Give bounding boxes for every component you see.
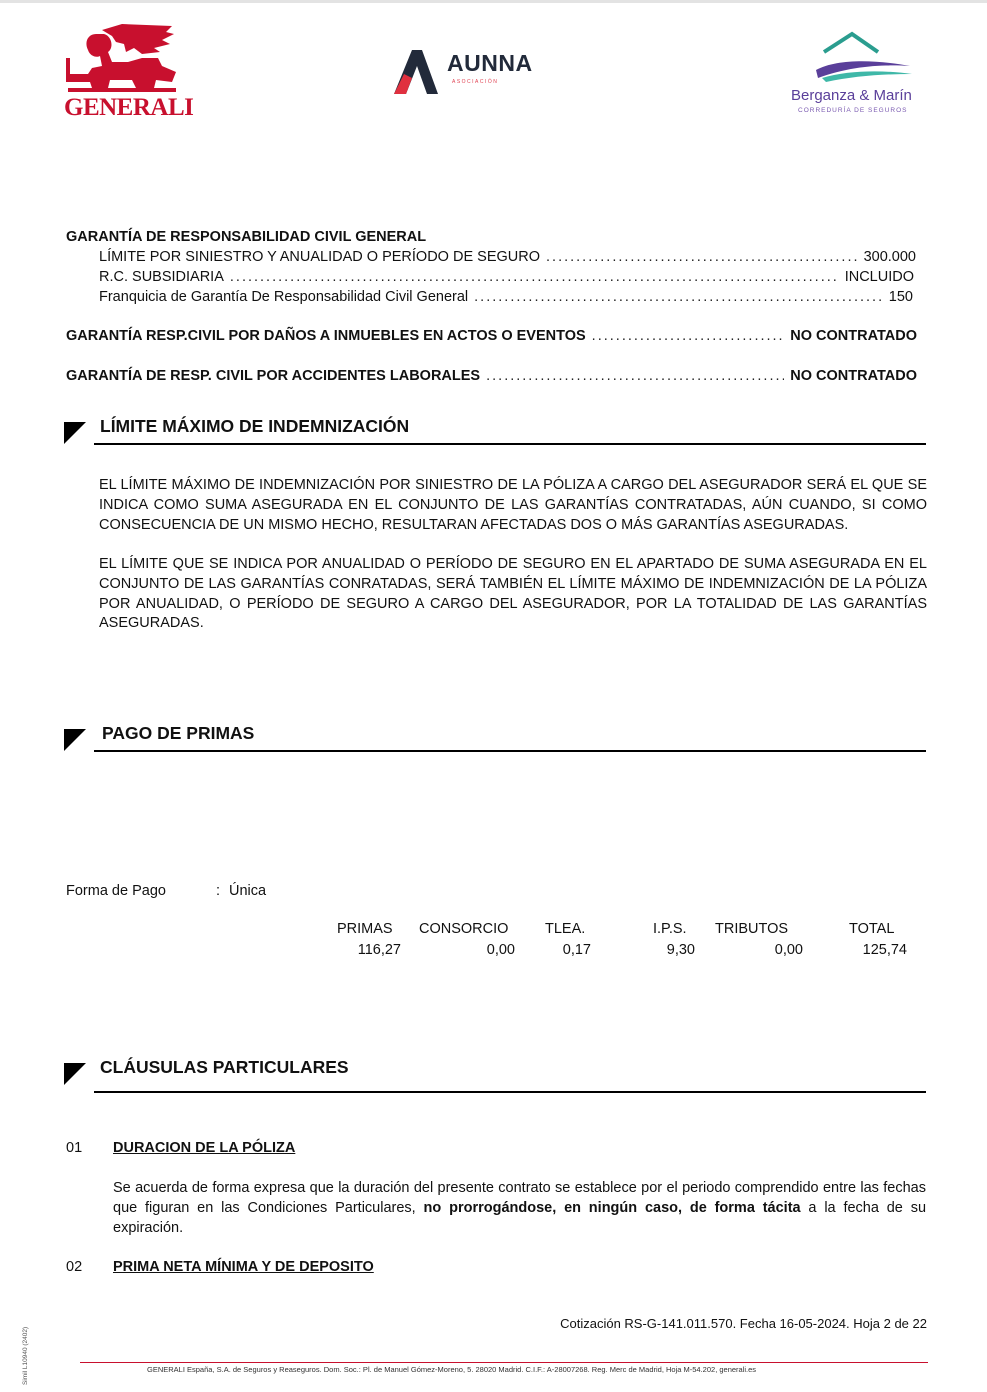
aunna-wordmark: AUNNA [447, 50, 533, 76]
rc-general-heading: GARANTÍA DE RESPONSABILIDAD CIVIL GENERAL [66, 229, 427, 245]
clause-text-part-a: Se acuerda de forma expresa que la duración del presente contrato se establece por el periodo comprendido entre las fechas que figuran en las Condiciones Particulares, [113, 1180, 926, 1216]
header-primas: PRIMAS [337, 921, 393, 937]
generali-lion-icon [62, 22, 182, 94]
header-consorcio: CONSORCIO [419, 921, 509, 937]
rc-inmuebles-row [66, 328, 917, 344]
quote-reference: Cotización RS-G-141.011.570. Fecha 16-05-2024. Hoja 2 de 22 [560, 1316, 927, 1331]
header-tributos: TRIBUTOS [715, 921, 789, 937]
item-value: 150 [888, 289, 913, 305]
value-tributos: 0,00 [774, 942, 803, 958]
aunna-logo [390, 46, 540, 98]
rc-inmuebles-value: NO CONTRATADO [790, 328, 917, 344]
section-title: CLÁUSULAS PARTICULARES [100, 1057, 349, 1077]
dot-leader [474, 289, 883, 305]
rc-general-item-subsidiaria [99, 269, 914, 285]
item-label: R.C. SUBSIDIARIA [99, 269, 224, 285]
header-total: TOTAL [849, 921, 895, 937]
berganza-marin-subtitle: CORREDURÍA DE SEGUROS [798, 107, 908, 114]
rc-laborales-row [66, 368, 917, 384]
value-ips: 9,30 [666, 942, 695, 958]
side-form-code: Simil L10940 (2402) [22, 1326, 29, 1385]
value-primas: 116,27 [357, 942, 401, 958]
forma-pago-label: Forma de Pago [66, 883, 166, 899]
house-swoosh-icon [788, 30, 918, 86]
rc-general-item-limite [99, 249, 916, 265]
clause-number-02: 02 [66, 1259, 83, 1275]
clause-title-prima-neta: PRIMA NETA MÍNIMA Y DE DEPOSITO [113, 1259, 374, 1275]
clause-text-emphasis: no prorrogándose, en ningún caso, de forma tácita [423, 1199, 801, 1216]
dot-leader [546, 249, 858, 265]
aunna-subtitle: ASOCIACIÓN [452, 79, 499, 85]
berganza-marin-logo [788, 30, 928, 120]
limite-paragraph-2: EL LÍMITE QUE SE INDICA POR ANUALIDAD O PERÍODO DE SEGURO EN EL APARTADO DE SUMA ASEGURADA EN EL CONJUNTO DE LAS GARANTÍAS CONRATADAS, SERÁ TAMBIÉN EL LÍMITE MÁXIMO DE INDEMNIZACIÓN DE LA PÓLIZA POR ANUALIDAD, O PERÍODO DE SEGURO A CARGO DEL ASEGURADOR, POR LA TOTALIDAD DE LAS GARANTÍAS ASEGURADAS. [99, 556, 927, 632]
value-total: 125,74 [862, 942, 907, 958]
limite-paragraph-1: EL LÍMITE MÁXIMO DE INDEMNIZACIÓN POR SINIESTRO DE LA PÓLIZA A CARGO DEL ASEGURADOR SERÁ EL QUE SE INDICA COMO SUMA ASEGURADA EN EL CONJUNTO DE LAS GARANTÍAS CONTRATADAS, AÚN CUANDO, SI COMO CONSECUENCIA DE UN MISMO HECHO, RESULTARAN AFECTADAS DOS O MÁS GARANTÍAS ASEGURADAS. [99, 477, 927, 533]
berganza-marin-wordmark: Berganza & Marín [791, 87, 912, 104]
dot-leader [486, 368, 784, 384]
top-border [0, 0, 987, 3]
dot-leader [592, 328, 785, 344]
dot-leader [230, 269, 839, 285]
section-triangle-icon [64, 1063, 86, 1085]
clause-number-01: 01 [66, 1140, 83, 1156]
header-tlea: TLEA. [545, 921, 586, 937]
footer-rule [80, 1362, 928, 1363]
section-triangle-icon [64, 729, 86, 751]
value-consorcio: 0,00 [486, 942, 515, 958]
section-rule [94, 750, 926, 752]
section-limite-maximo [64, 416, 926, 446]
clause-title-duracion: DURACION DE LA PÓLIZA [113, 1140, 296, 1156]
section-triangle-icon [64, 422, 86, 444]
item-value: 300.000 [863, 249, 916, 265]
clause-text-duracion [113, 1179, 926, 1238]
item-value: INCLUIDO [844, 269, 914, 285]
value-tlea: 0,17 [562, 942, 591, 958]
section-clausulas [64, 1057, 926, 1087]
clause-text-part-c: a la fecha de su expiración. [113, 1199, 927, 1236]
generali-logo [62, 22, 194, 122]
item-label: LÍMITE POR SINIESTRO Y ANUALIDAD O PERÍODO DE SEGURO [99, 249, 541, 265]
aunna-a-icon [390, 46, 440, 98]
forma-pago-value: Única [229, 883, 267, 899]
section-rule [94, 443, 926, 445]
generali-wordmark: GENERALI [64, 94, 194, 121]
section-rule [94, 1091, 926, 1093]
rc-general-item-franquicia [99, 289, 913, 305]
footer-legal-text: GENERALI España, S.A. de Seguros y Reaseguros. Dom. Soc.: Pl. de Manuel Gómez-Moreno, 5. 28020 Madrid. C.I.F.: A-28007268. Reg. Merc de Madrid, Hoja M-54.202, generali.es [147, 1365, 757, 1374]
item-label: Franquicia de Garantía De Responsabilidad Civil General [99, 289, 469, 305]
header-ips: I.P.S. [653, 921, 687, 937]
rc-laborales-label: GARANTÍA DE RESP. CIVIL POR ACCIDENTES LABORALES [66, 368, 481, 384]
section-title: LÍMITE MÁXIMO DE INDEMNIZACIÓN [100, 416, 410, 436]
rc-inmuebles-label: GARANTÍA RESP.CIVIL POR DAÑOS A INMUEBLES EN ACTOS O EVENTOS [66, 328, 586, 344]
rc-laborales-value: NO CONTRATADO [790, 368, 917, 384]
forma-pago-separator: : [216, 883, 221, 899]
section-pago-primas [64, 723, 926, 753]
section-title: PAGO DE PRIMAS [102, 723, 255, 743]
